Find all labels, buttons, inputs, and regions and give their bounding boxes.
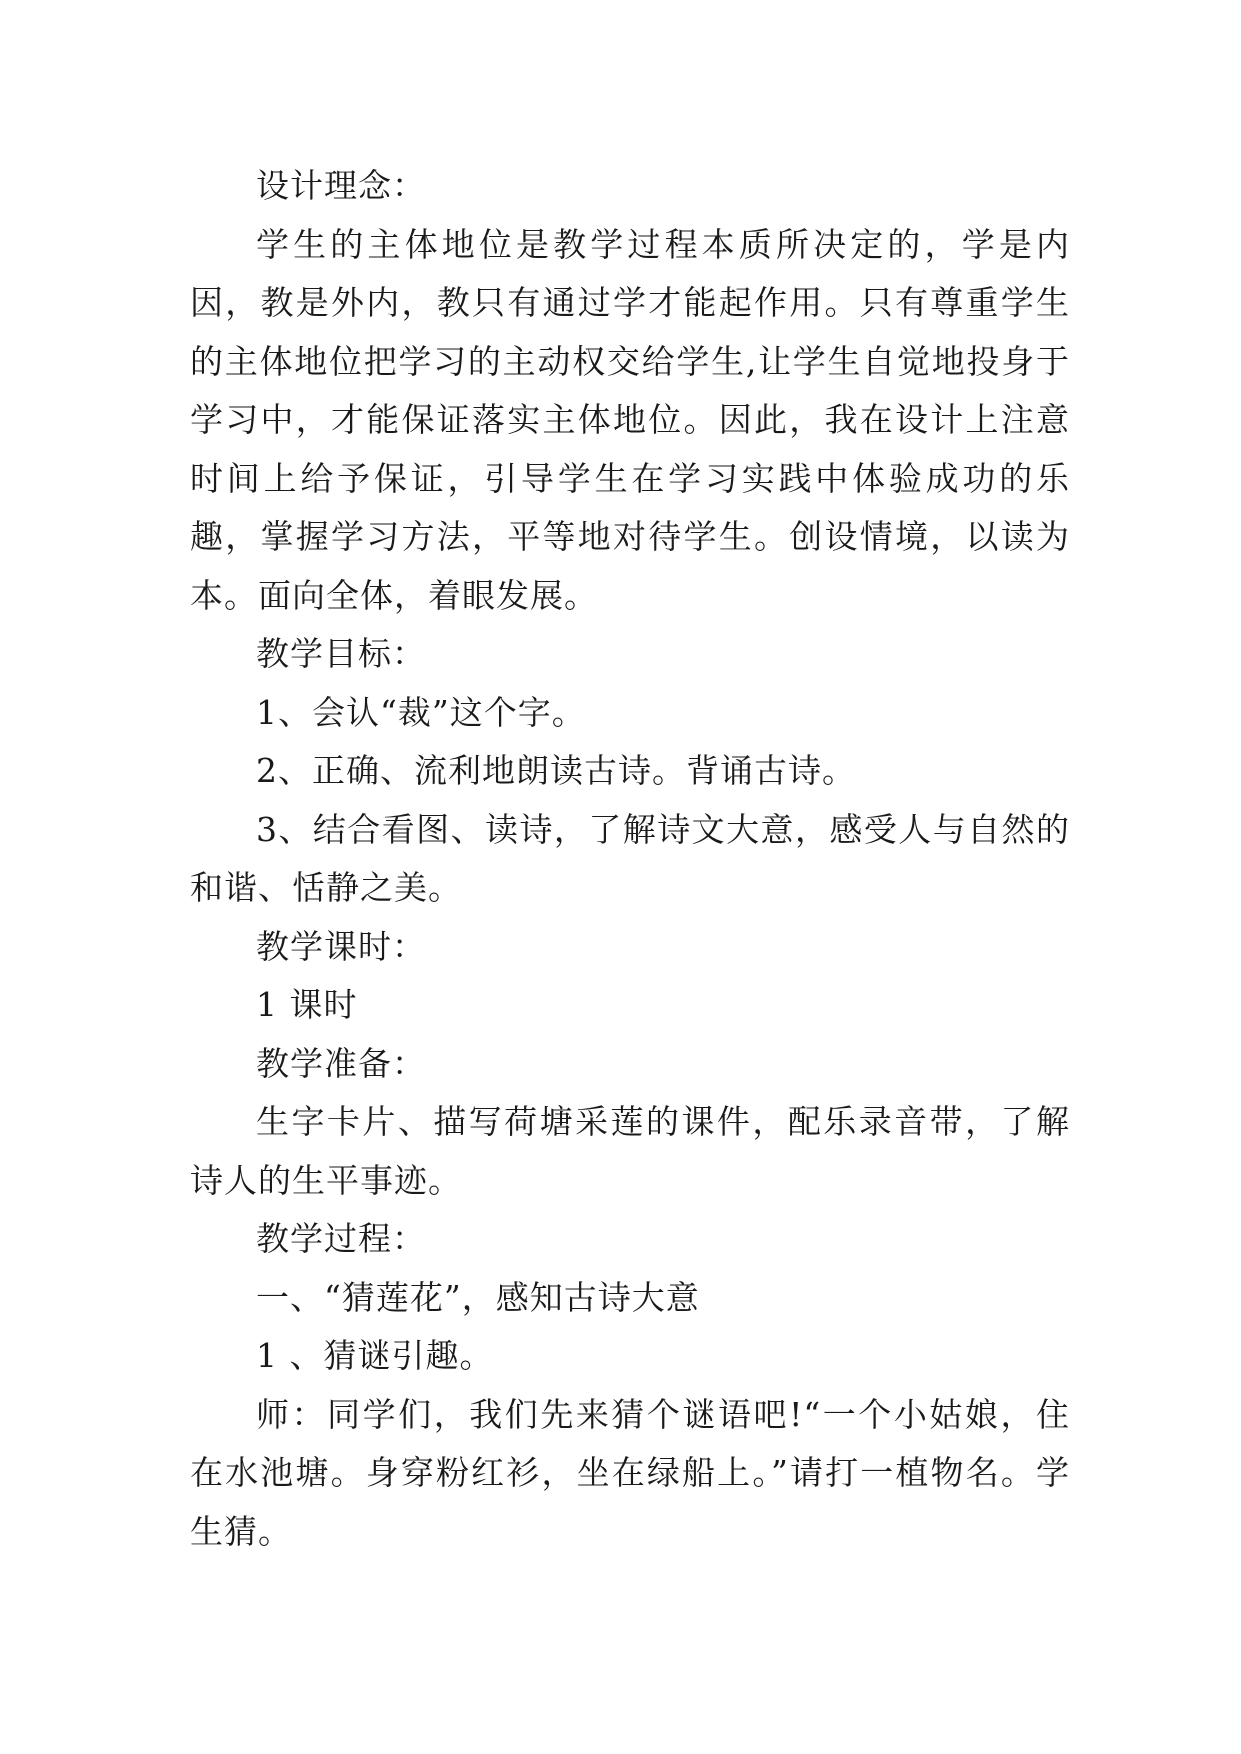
heading-teaching-process: 教学过程： bbox=[256, 1219, 426, 1258]
process-step-1: 1 、猜谜引趣。 bbox=[256, 1336, 494, 1375]
class-hours-value: 1 课时 bbox=[256, 985, 358, 1024]
paragraph-preparation: 生字卡片、描写荷塘采莲的课件，配乐录音带，了解诗人的生平事迹。 bbox=[190, 1102, 1070, 1200]
paragraph-design-concept: 学生的主体地位是教学过程本质所决定的，学是内因，教是外内，教只有通过学才能起作用。只有尊重学生的主体地位把学习的主动权交给学生,让学生自觉地投身于学习中，才能保证落实主体地位。因此，我在设计上注意时间上给予保证，引导学生在学习实践中体验成功的乐趣，掌握学习方法，平等地对待学生。创设情境，以读为本。面向全体，着眼发展。 bbox=[190, 224, 1070, 615]
process-section-1: 一、“猜莲花”，感知古诗大意 bbox=[256, 1277, 700, 1317]
heading-class-hours: 教学课时： bbox=[256, 926, 426, 966]
goal-item-3: 3、结合看图、读诗，了解诗文大意，感受人与自然的和谐、恬静之美。 bbox=[190, 809, 1070, 907]
document-body bbox=[190, 157, 1070, 1561]
heading-teaching-goals: 教学目标： bbox=[256, 634, 426, 673]
paragraph-teacher-riddle: 师：同学们，我们先来猜个谜语吧!“一个小姑娘，住在水池塘。身穿粉红衫，坐在绿船上。”请打一植物名。学生猜。 bbox=[190, 1394, 1070, 1551]
heading-preparation: 教学准备： bbox=[256, 1043, 426, 1083]
goal-item-1: 1、会认“裁”这个字。 bbox=[256, 692, 586, 732]
heading-design-concept: 设计理念： bbox=[256, 166, 426, 205]
goal-item-2: 2、正确、流利地朗读古诗。背诵古诗。 bbox=[256, 751, 856, 790]
